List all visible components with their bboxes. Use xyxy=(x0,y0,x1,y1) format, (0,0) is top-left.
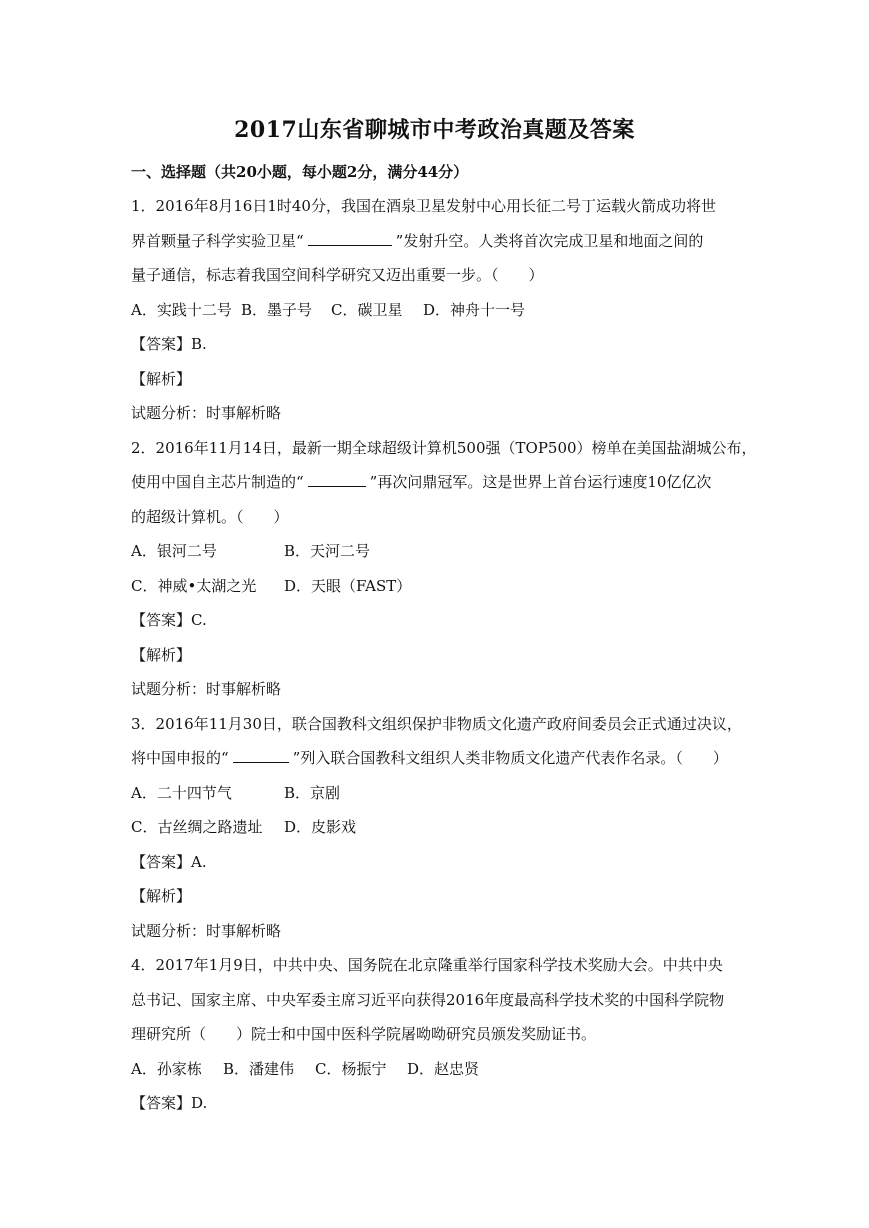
option-a: A．银河二号 xyxy=(131,542,217,560)
answer-1: 【答案】B. xyxy=(131,335,207,353)
question-2-line-2: 使用中国自主芯片制造的“ ”再次问鼎冠军。这是世界上首台运行速度10亿亿次 xyxy=(131,473,712,491)
option-d: D．赵忠贤 xyxy=(407,1060,480,1078)
question-3-options-row-1 xyxy=(131,783,340,803)
answer-blank xyxy=(308,231,392,246)
question-4-options xyxy=(131,1059,479,1079)
option-d: D．天眼（FAST） xyxy=(284,577,412,595)
question-1-line-2: 界首颗量子科学实验卫星“ ”发射升空。人类将首次完成卫星和地面之间的 xyxy=(131,232,704,250)
question-1-line-3: 量子通信，标志着我国空间科学研究又迈出重要一步。（ ） xyxy=(131,266,544,284)
page-title: 2017山东省聊城市中考政治真题及答案 xyxy=(234,117,635,143)
answer-4: 【答案】D. xyxy=(131,1094,208,1112)
option-b: B．天河二号 xyxy=(284,542,371,560)
option-b: B．墨子号 xyxy=(241,301,313,319)
option-d: D．神舟十一号 xyxy=(423,301,526,319)
question-3-options-row-2 xyxy=(131,817,356,837)
analysis-label-2: 【解析】 xyxy=(131,646,192,664)
question-1-line-1: 1．2016年8月16日1时40分，我国在酒泉卫星发射中心用长征二号丁运载火箭成功将世 xyxy=(131,197,716,215)
question-2-options-row-1 xyxy=(131,541,370,561)
analysis-1: 试题分析：时事解析略 xyxy=(131,404,282,422)
option-a: A．实践十二号 xyxy=(131,301,232,319)
answer-blank xyxy=(308,472,366,487)
analysis-3: 试题分析：时事解析略 xyxy=(131,922,282,940)
option-d: D．皮影戏 xyxy=(284,818,357,836)
question-2-options-row-2 xyxy=(131,576,411,596)
question-4-line-2: 总书记、国家主席、中央军委主席习近平向获得2016年度最高科学技术奖的中国科学院物 xyxy=(131,991,725,1009)
answer-2: 【答案】C. xyxy=(131,611,207,629)
analysis-label-3: 【解析】 xyxy=(131,887,192,905)
option-c: C．碳卫星 xyxy=(331,301,403,319)
option-c: C．神威•太湖之光 xyxy=(131,577,257,595)
option-b: B．潘建伟 xyxy=(223,1060,295,1078)
question-2-line-3: 的超级计算机。（ ） xyxy=(131,508,289,526)
question-3-line-2: 将中国申报的“ ”列入联合国教科文组织人类非物质文化遗产代表作名录。（ ） xyxy=(131,749,728,767)
option-c: C．古丝绸之路遗址 xyxy=(131,818,263,836)
question-3-line-1: 3．2016年11月30日，联合国教科文组织保护非物质文化遗产政府间委员会正式通过决议， xyxy=(131,715,742,733)
option-c: C．杨振宁 xyxy=(315,1060,387,1078)
question-1-options xyxy=(131,300,525,320)
question-4-line-3: 理研究所（ ）院士和中国中医科学院屠呦呦研究员颁发奖励证书。 xyxy=(131,1025,597,1043)
question-4-line-1: 4．2017年1月9日，中共中央、国务院在北京隆重举行国家科学技术奖励大会。中共中央 xyxy=(131,956,723,974)
option-b: B．京剧 xyxy=(284,784,341,802)
option-a: A．二十四节气 xyxy=(131,784,232,802)
section-heading: 一、选择题（共20小题，每小题2分，满分44分） xyxy=(131,163,469,181)
question-2-line-1: 2．2016年11月14日，最新一期全球超级计算机500强（TOP500）榜单在美国盐湖城公布， xyxy=(131,439,757,457)
analysis-label-1: 【解析】 xyxy=(131,370,192,388)
answer-3: 【答案】A. xyxy=(131,853,207,871)
option-a: A．孙家栋 xyxy=(131,1060,202,1078)
answer-blank xyxy=(233,748,289,763)
analysis-2: 试题分析：时事解析略 xyxy=(131,680,282,698)
